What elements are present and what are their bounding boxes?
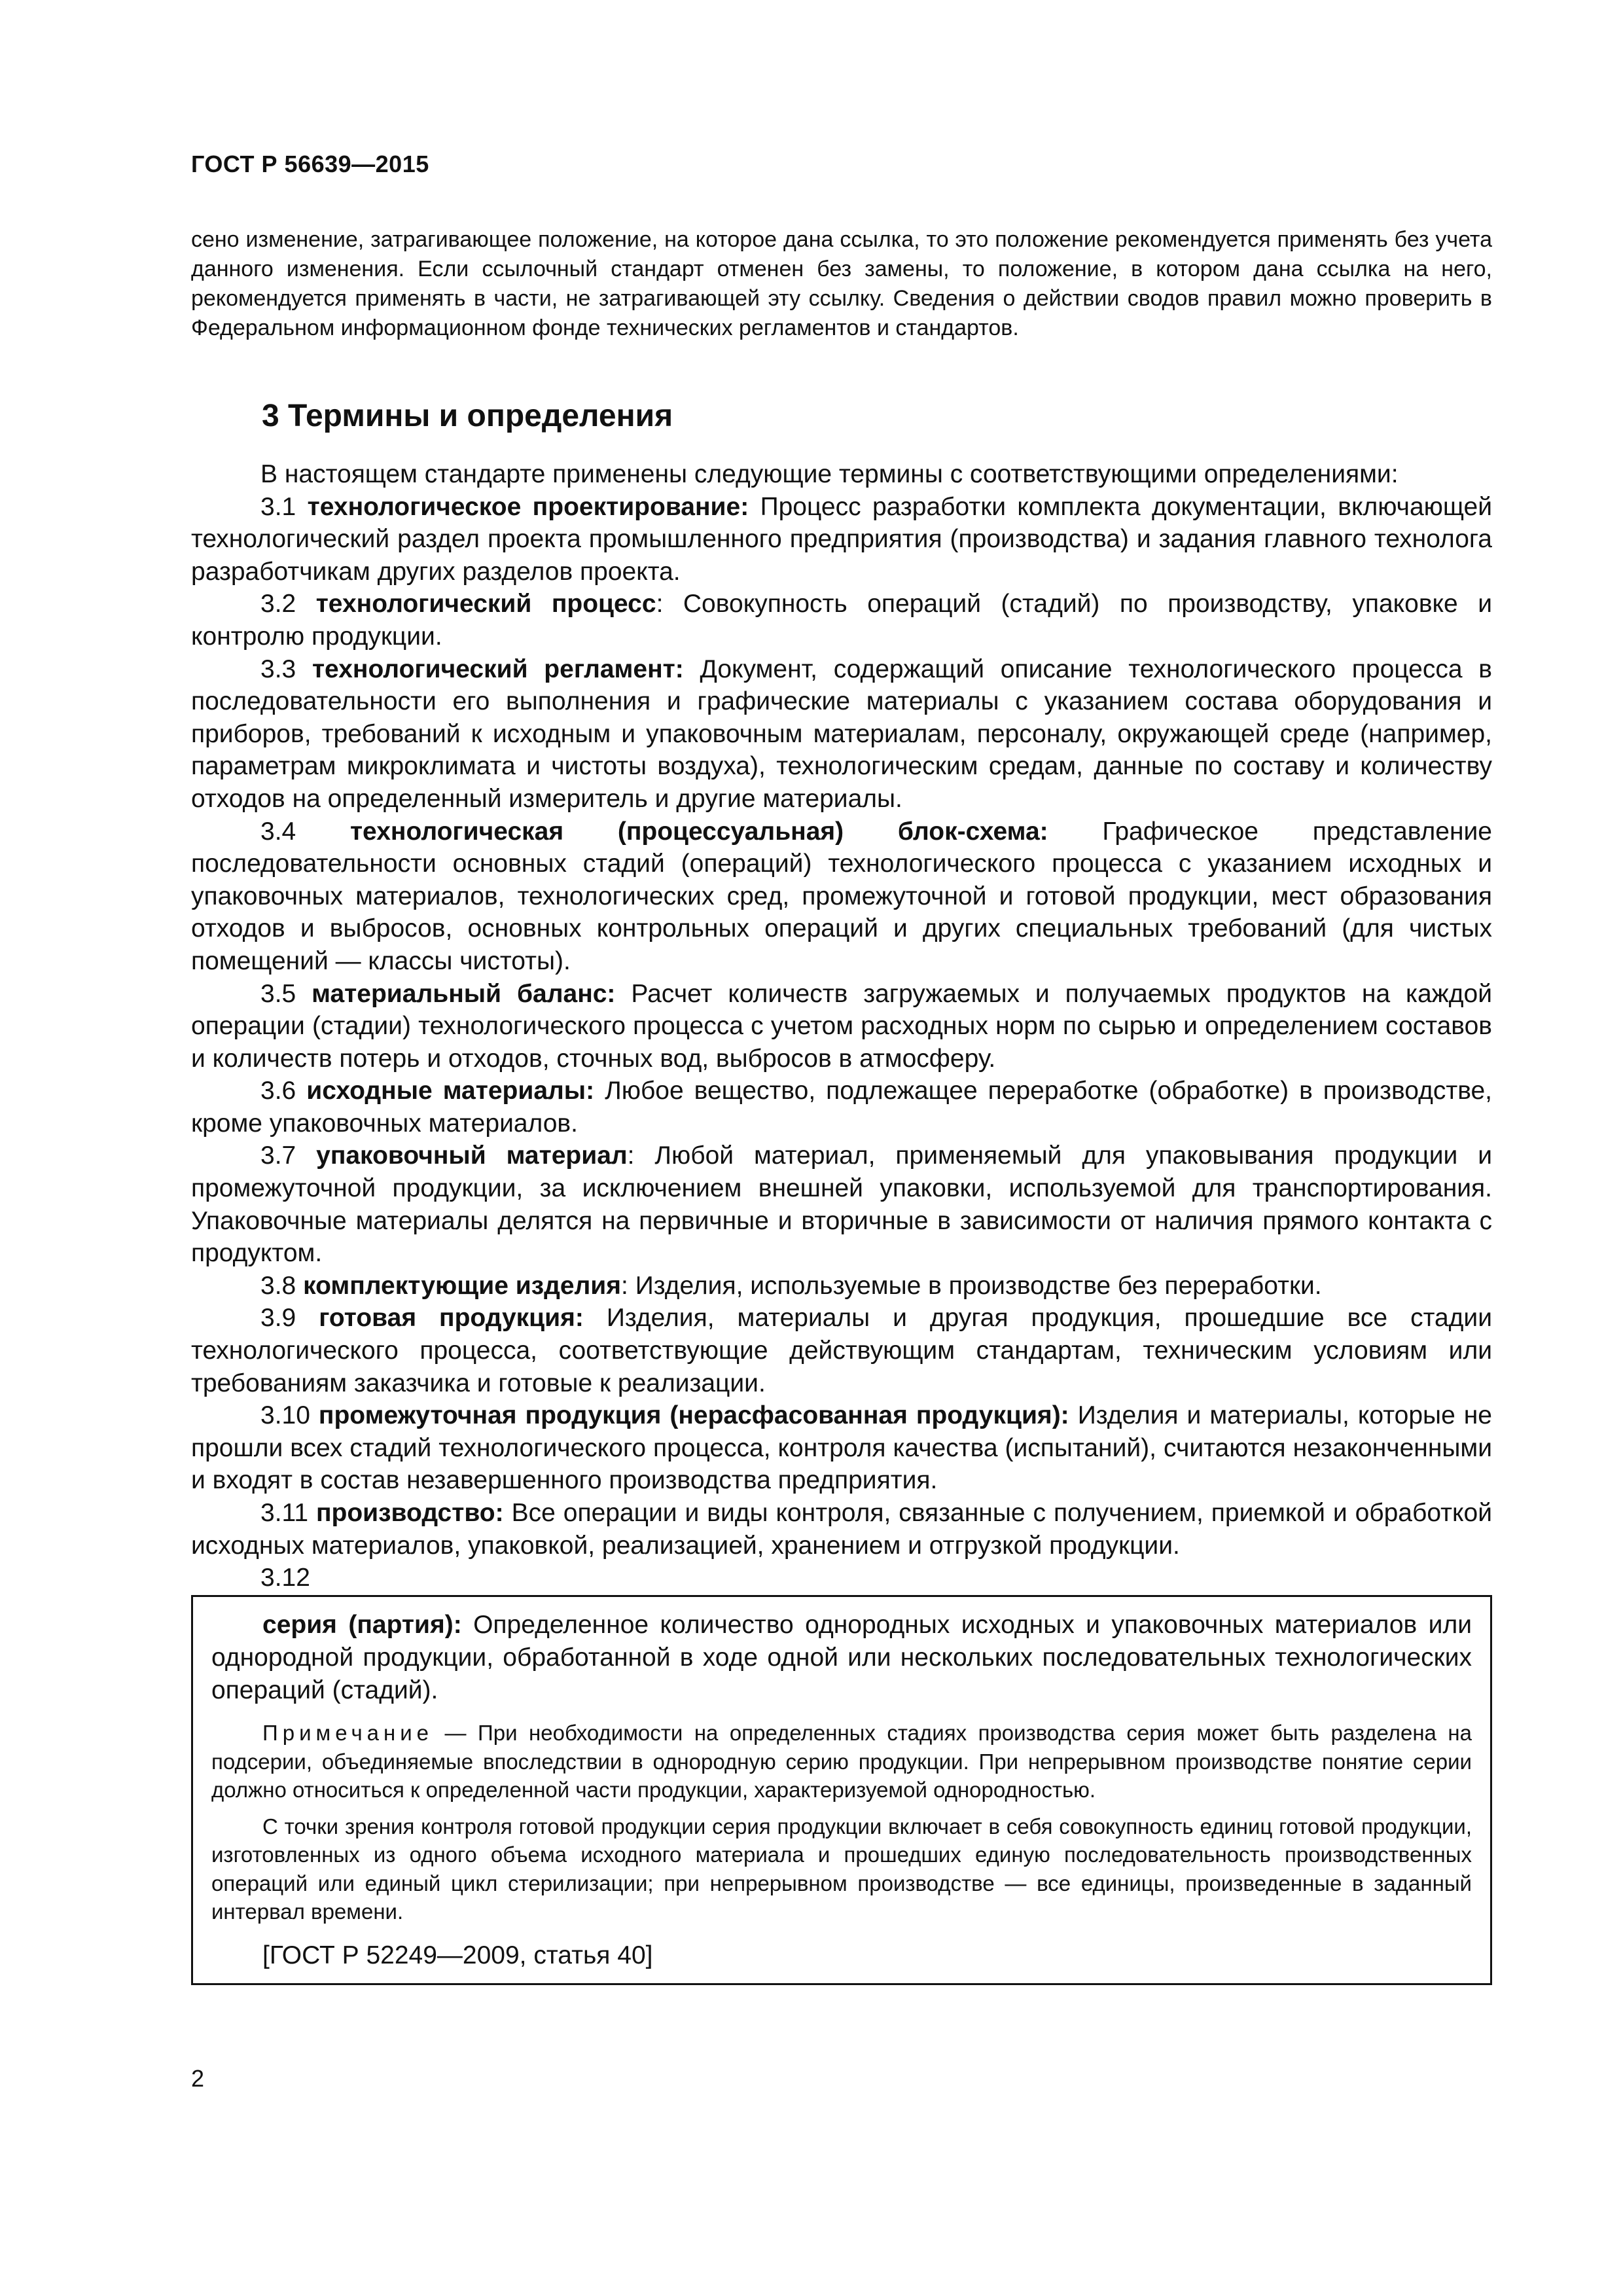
box-term: серия (партия):: [262, 1611, 462, 1639]
term-name: упаковочный материал: [316, 1141, 628, 1170]
term-definition: : Любой материал, применяемый для упаковывания продукции и промежуточной продукции, за исключением внешней упаковки, используемой для транспортирования. Упаковочные материалы делятся на первичные и вторичные в зависимости от наличия прямого контакта с продуктом.: [191, 1141, 1492, 1268]
intro-paragraph: сено изменение, затрагивающее положение, на которое дана ссылка, то это положение рекомендуется применять без учета данного изменения. Если ссылочный стандарт отменен без замены, то положение, в котором дана ссылка на него, рекомендуется применять в части, не затрагивающей эту ссылку. Сведения о действии сводов правил можно проверить в Федеральном информационном фонде технических регламентов и стандартов.: [191, 227, 1492, 340]
term-definition: Процесс разработки комплекта документации, включающей технологический раздел проекта промышленного предприятия (производства) и задания главного технолога разработчикам других разделов проекта.: [191, 492, 1493, 586]
term-3-1: [191, 491, 1492, 588]
term-number: 3.10: [260, 1401, 310, 1430]
term-number: 3.2: [260, 590, 296, 619]
term-3-8: [191, 1270, 1492, 1302]
note-text: — При необходимости на определенных стадиях производства серия может быть разделена на подсерии, объединяемые впоследствии в однородную серию продукции. При непрерывном производстве понятие серии должно относиться к определенной части продукции, характеризуемой однородностью.: [211, 1721, 1472, 1802]
term-definition: Все операции и виды контроля, связанные с получением, приемкой и обработкой исходных материалов, упаковкой, реализацией, хранением и отгрузкой продукции.: [191, 1499, 1492, 1560]
term-3-7: [191, 1139, 1492, 1269]
term-definition: : Совокупность операций (стадий) по производству, упаковке и контролю продукции.: [191, 590, 1492, 651]
section-title: 3 Термины и определения: [262, 399, 673, 433]
box-note: [211, 1719, 1472, 1804]
term-definition: Графическое представление последовательности основных стадий (операций) технологического процесса с указанием исходных и упаковочных материалов, технологических сред, промежуточной и готовой продукции, мест образования отходов и выбросов, основных контрольных операций и других специальных требований (для чистых помещений — классы чистоты).: [191, 817, 1492, 975]
note-label: Примечание: [262, 1721, 434, 1745]
term-name: исходные материалы:: [306, 1077, 595, 1105]
term-definition: Изделия и материалы, которые не прошли всех стадий технологического процесса, контроля качества (испытаний), считаются незаконченными и входят в состав незавершенного производства предприятия.: [191, 1401, 1492, 1495]
term-number: 3.9: [260, 1304, 296, 1333]
term-name: комплектующие изделия: [303, 1271, 622, 1300]
term-3-5: [191, 978, 1492, 1075]
term-number: 3.4: [260, 817, 296, 846]
term-number: 3.8: [260, 1271, 296, 1300]
terms-list: [191, 458, 1492, 1594]
term-3-2: [191, 588, 1492, 653]
terms-lead: В настоящем стандарте применены следующие термины с соответствующими определениями:: [260, 460, 1399, 488]
term-definition: Любое вещество, подлежащее переработке (обработке) в производстве, кроме упаковочных материалов.: [191, 1077, 1492, 1138]
term-name: готовая продукция:: [319, 1304, 584, 1333]
box-note-2: С точки зрения контроля готовой продукции серия продукции включает в себя совокупность единиц готовой продукции, изготовленных из одного объема исходного материала и прошедших единую последовательность производственных операций или единый цикл стерилизации; при непрерывном производстве — все единицы, произведенные в заданный интервал времени.: [211, 1814, 1472, 1924]
term-name: материальный баланс:: [312, 979, 616, 1008]
box-term-definition: Определенное количество однородных исходных и упаковочных материалов или однородной продукции, обработанной в ходе одной или нескольких последовательных технологических операций (стадий).: [211, 1611, 1472, 1704]
term-3-12-number: 3.12: [260, 1564, 310, 1592]
term-name: технологическая (процессуальная) блок-схема:: [349, 817, 1048, 846]
quoted-definition-box: [191, 1595, 1492, 1985]
term-3-4: [191, 816, 1492, 978]
term-definition: Изделия, материалы и другая продукция, прошедшие все стадии технологического процесса, соответствующие действующим стандартам, техническим условиям или требованиям заказчика и готовые к реализации.: [191, 1304, 1493, 1397]
term-number: 3.11: [260, 1499, 309, 1527]
page-number: 2: [191, 2065, 205, 2092]
term-number: 3.6: [260, 1077, 296, 1105]
term-definition: Документ, содержащий описание технологического процесса в последовательности его выполнения и графические материалы с указанием состава оборудования и приборов, требований к исходным и упаковочным материалам, персоналу, окружающей среде (например, параметрам микроклимата и чистоты воздуха), технологическим средам, данные по составу и количеству отходов на определенный измеритель и другие материалы.: [191, 655, 1492, 813]
box-source-reference: [ГОСТ Р 52249—2009, статья 40]: [262, 1941, 653, 1969]
box-definition: [211, 1609, 1472, 1707]
term-3-10: [191, 1399, 1492, 1497]
term-definition: Расчет количеств загружаемых и получаемых продуктов на каждой операции (стадии) технологического процесса с учетом расходных норм по сырью и определением составов и количеств потерь и отходов, сточных вод, выбросов в атмосферу.: [191, 979, 1492, 1073]
term-number: 3.5: [260, 979, 296, 1008]
term-definition: : Изделия, используемые в производстве без переработки.: [621, 1271, 1322, 1300]
term-number: 3.3: [260, 655, 296, 683]
term-name: производство:: [315, 1499, 504, 1527]
term-name: технологический процесс: [315, 590, 656, 619]
term-name: технологический регламент:: [312, 655, 684, 683]
term-3-11: [191, 1497, 1492, 1562]
term-3-3: [191, 653, 1492, 816]
term-3-6: [191, 1075, 1492, 1139]
term-number: 3.7: [260, 1141, 296, 1170]
term-number: 3.1: [260, 492, 296, 521]
standard-designation: ГОСТ Р 56639—2015: [191, 151, 429, 177]
term-name: технологическое проектирование:: [307, 492, 749, 521]
term-3-9: [191, 1302, 1492, 1399]
term-name: промежуточная продукция (нерасфасованная продукция):: [318, 1401, 1069, 1430]
